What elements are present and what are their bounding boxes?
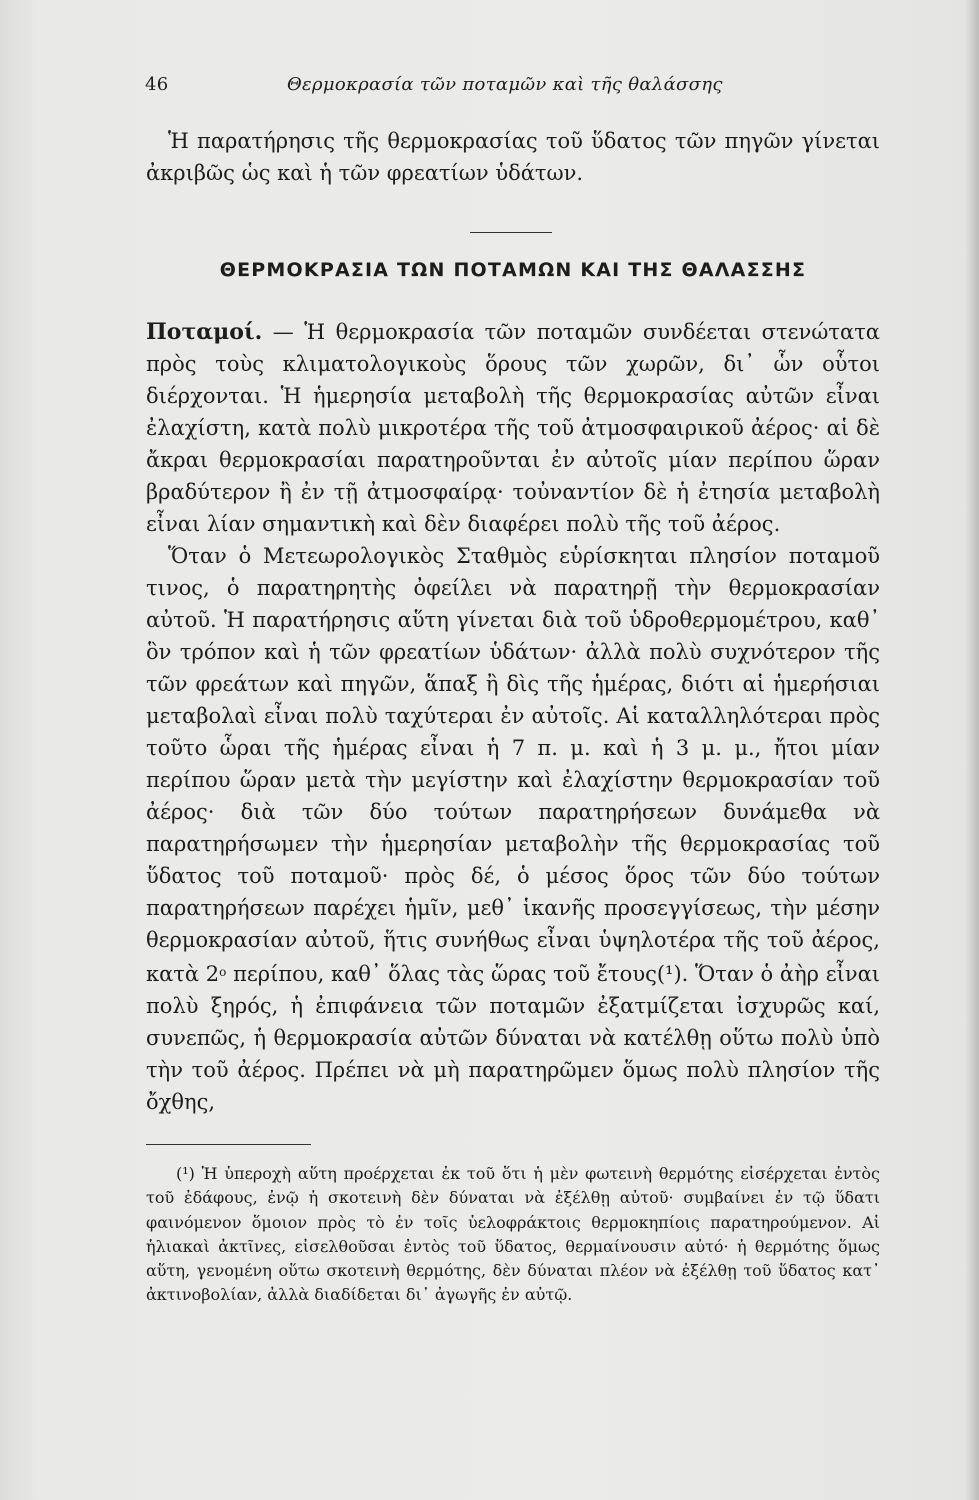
paragraph-2-text-a: Ὅταν ὁ Μετεωρολογικὸς Σταθμὸς εὑρίσκηται πλησίον ποταμοῦ τινος, ὁ παρατηρητὴς ὀφείλει νὰ παρατηρῇ τὴν θερμοκρασίαν αὐτοῦ. Ἡ παρατήρησις αὕτη γίνεται διὰ τοῦ ὑδροθερμομέτρου, καθ᾽ ὃν τρόπον καὶ ἡ τῶν φρεατίων ὑδάτων· ἀλλὰ πολὺ συχνότερον τῆς τῶν φρεάτων καὶ πηγῶν, ἅπαξ ἢ δὶς τῆς ἡμέρας, διότι αἱ ἡμερήσιαι μεταβολαὶ εἶναι πολὺ ταχύτεραι ἐν αὐτοῖς. Αἱ καταλληλότεραι πρὸς τοῦτο ὧραι τῆς ἡμέρας εἶναι ἡ 7 π. μ. καὶ ἡ 3 μ. μ., ἤτοι μίαν περίπου ὥραν μετὰ τὴν μεγίστην καὶ ἐλαχίστην θερμοκρασίαν τοῦ ἀέρος· διὰ τῶν δύο τούτων παρατηρήσεων δυνάμεθα νὰ παρατηρήσωμεν τὴν ἡμερησίαν μεταβολὴν τῆς θερμοκρασίας τοῦ ὕδατος τοῦ ποταμοῦ· πρὸς δέ, ὁ μέσος ὅρος τῶν δύο τούτων παρατηρήσεων παρέχει ἡμῖν, μεθ᾽ ἱκανῆς προσεγγίσεως, τὴν μέσην θερμοκρασίαν αὐτοῦ, ἥτις συνήθως εἶναι ὑψηλοτέρα τῆς τοῦ ἀέρος, κατὰ 2	[146, 544, 880, 986]
footnote-text: Ἡ ὑπεροχὴ αὕτη προέρχεται ἐκ τοῦ ὅτι ἡ μὲν φωτεινὴ θερμότης εἰσέρχεται ἐντὸς τοῦ ἐδάφους, ἐνῷ ἡ σκοτεινὴ δὲν δύναται νὰ ἐξέλθῃ αὐτοῦ· συμβαίνει ἐν τῷ ὕδατι φαινόμενον ὅμοιον πρὸς τὸ ἐν τοῖς ὑελοφράκτοις θερμοκηπίοις παρατηρούμενον. Αἱ ἡλιακαὶ ἀκτῖνες, εἰσελθοῦσαι ἐντὸς τοῦ ὕδατος, θερμαίνουσιν αὐτό· ἡ θερμότης ὅμως αὕτη, γενομένη οὕτω σκοτεινὴ θερμότης, δὲν δύναται πλέον νὰ ἐξέλθῃ τοῦ ὕδατος κατ᾽ ἀκτινοβολίαν, ἀλλὰ διαδίδεται δι᾽ ἀγωγῆς ἐν αὐτῷ.	[146, 1164, 880, 1305]
section-body	[146, 316, 880, 1118]
paragraph-2-text-c: . Ὅταν ὁ ἀὴρ εἶναι πολὺ ξηρός, ἡ ἐπιφάνεια τῶν ποταμῶν ἐξατμίζεται ἰσχυρῶς καί, συνεπῶς, ἡ θερμοκρασία αὐτῶν δύναται νὰ κατέλθῃ οὕτω πολὺ ὑπὸ τὴν τοῦ ἀέρος. Πρέπει νὰ μὴ παρατηρῶμεν ὅμως πολὺ πλησίον τῆς ὄχθης,	[146, 962, 880, 1114]
intro-paragraph-block	[146, 125, 880, 189]
run-in-heading: Ποταμοί.	[146, 319, 263, 345]
section-divider	[470, 232, 552, 233]
footnote-marker: (¹)	[176, 1164, 195, 1183]
intro-paragraph: Ἡ παρατήρησις τῆς θερμοκρασίας τοῦ ὕδατος τῶν πηγῶν γίνεται ἀκριβῶς ὡς καὶ ἡ τῶν φρεατίων ὑδάτων.	[146, 129, 880, 185]
footnote-reference: (¹)	[656, 962, 682, 986]
paragraph-rivers	[146, 316, 880, 540]
running-title: Θερμοκρασία τῶν ποταμῶν καὶ τῆς θαλάσσης	[287, 74, 723, 95]
footnote-paragraph	[146, 1162, 880, 1308]
paragraph-station	[146, 540, 880, 1118]
paragraph-1-text: — Ἡ θερμοκρασία τῶν ποταμῶν συνδέεται στενώτατα πρὸς τοὺς κλιματολογικοὺς ὅρους τῶν χωρῶν, δι᾽ ὧν οὗτοι διέρχονται. Ἡ ἡμερησία μεταβολὴ τῆς θερμοκρασίας αὐτῶν εἶναι ἐλαχίστη, κατὰ πολὺ μικροτέρα τῆς τοῦ ἀτμοσφαιρικοῦ ἀέρος· αἱ δὲ ἄκραι θερμοκρασίαι παρατηροῦνται ἐν αὐτοῖς μίαν περίπου ὥραν βραδύτερον ἢ ἐν τῇ ἀτμοσφαίρᾳ· τοὐναντίον δὲ ἡ ἐτησία μεταβολὴ εἶναι λίαν σημαντικὴ καὶ δὲν διαφέρει πολὺ τῆς τοῦ ἀέρος.	[146, 320, 880, 536]
footnote-divider	[146, 1144, 311, 1145]
running-head	[145, 74, 880, 104]
footnote	[146, 1162, 880, 1308]
paragraph-2-text-b: περίπου, καθ᾽ ὅλας τὰς ὥρας τοῦ ἔτους	[226, 962, 657, 986]
page-edge-shadow	[965, 0, 979, 1500]
page-number: 46	[145, 74, 169, 95]
section-heading: ΘΕΡΜΟΚΡΑΣΙΑ ΤΩΝ ΠΟΤΑΜΩΝ ΚΑΙ ΤΗΣ ΘΑΛΑΣΣΗΣ	[219, 259, 807, 281]
degree-mark: o	[219, 965, 227, 979]
